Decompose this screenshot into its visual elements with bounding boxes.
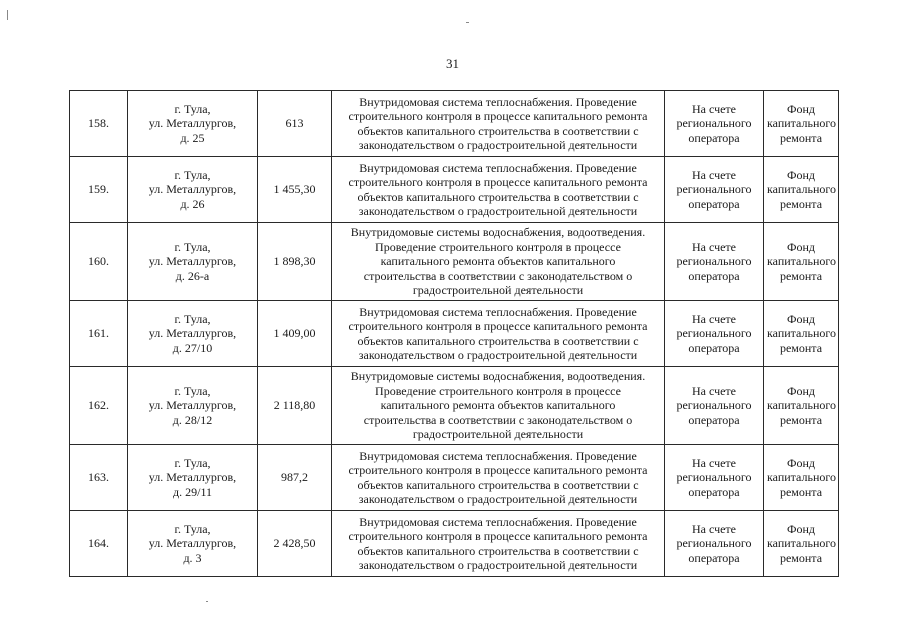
fund-line: ремонта [779,412,823,427]
table-row [70,511,839,577]
work-description-line: законодательством о градостроительной деятельности [358,492,638,506]
area-cell [258,91,332,157]
work-description-line: строительного контроля в процессе капитального ремонта [348,109,648,123]
area-cell [258,157,332,223]
work-description-cell [332,511,665,577]
address-line: г. Тула, [174,101,211,116]
address-cell [128,157,258,223]
fund-line: Фонд [786,167,815,182]
table-row [70,223,839,301]
fund-line: Фонд [786,455,815,470]
fund-line: Фонд [786,521,815,536]
table-row [70,91,839,157]
account-cell [665,301,764,367]
fund-line: капитального [767,470,836,485]
area-cell [258,445,332,511]
address-line: г. Тула, [174,455,211,470]
account-line: На счете [691,455,736,470]
area-cell [258,223,332,301]
address-line: д. 3 [183,550,202,565]
address-line: ул. Металлургов, [148,398,237,413]
row-number [70,157,128,223]
account-line: оператора [688,550,740,565]
account-cell [665,367,764,445]
fund-cell [764,157,839,223]
account-line: оператора [688,340,740,355]
account-line: регионального [676,536,752,551]
work-description-line: градостроительной деятельности [412,283,584,298]
fund-cell [764,511,839,577]
work-description-line: законодательством о градостроительной деятельности [358,138,638,152]
address-cell [128,91,258,157]
fund-line: ремонта [779,130,823,145]
work-description-line: объектов капитального строительства в соответствии с [357,477,639,492]
work-description-cell [332,157,665,223]
work-description-line: объектов капитального строительства в соответствии с [357,189,639,204]
work-description-line: Проведение строительного контроля в процессе [375,383,621,398]
address-line: г. Тула, [174,239,211,254]
fund-line: капитального [767,536,836,551]
fund-line: Фонд [786,311,815,326]
account-cell [665,223,764,301]
work-description-line: объектов капитального строительства в соответствии с [357,543,639,558]
fund-cell [764,91,839,157]
account-line: оператора [688,484,740,499]
row-number [70,511,128,577]
row-number-line: 163. [88,470,109,485]
fund-cell [764,367,839,445]
account-line: На счете [691,239,736,254]
address-line: д. 26-а [175,268,210,283]
address-line: ул. Металлургов, [148,182,237,197]
fund-line: капитального [767,116,836,131]
fund-line: капитального [767,182,836,197]
fund-line: Фонд [786,383,815,398]
work-description-cell [332,367,665,445]
work-description-line: законодательством о градостроительной деятельности [358,348,638,362]
address-line: г. Тула, [174,311,211,326]
area-line: 1 409,00 [273,326,316,341]
repair-register-table [69,90,839,577]
fund-line: ремонта [779,550,823,565]
account-line: На счете [691,311,736,326]
address-line: ул. Металлургов, [148,254,237,269]
work-description-line: объектов капитального строительства в соответствии с [357,333,639,348]
work-description-cell [332,223,665,301]
work-description-line: строительного контроля в процессе капитального ремонта [348,529,648,543]
address-cell [128,511,258,577]
account-line: регионального [676,398,752,413]
address-line: д. 25 [180,130,205,145]
account-line: регионального [676,254,752,269]
row-number-line: 164. [88,536,109,551]
row-number-line: 160. [88,254,109,269]
work-description-line: строительного контроля в процессе капитального ремонта [348,175,648,189]
account-line: оператора [688,412,740,427]
work-description-line: строительного контроля в процессе капитального ремонта [348,463,648,477]
table-row [70,301,839,367]
address-cell [128,367,258,445]
address-line: ул. Металлургов, [148,536,237,551]
fund-line: Фонд [786,101,815,116]
area-line: 2 428,50 [273,536,316,551]
work-description-line: Проведение строительного контроля в процессе [375,239,621,254]
work-description-cell [332,91,665,157]
work-description-cell [332,445,665,511]
fund-line: капитального [767,254,836,269]
area-cell [258,301,332,367]
work-description-line: капитального ремонта объектов капитального [380,254,616,269]
account-line: оператора [688,268,740,283]
fund-line: ремонта [779,340,823,355]
account-cell [665,445,764,511]
account-line: оператора [688,130,740,145]
account-line: регионального [676,182,752,197]
address-line: г. Тула, [174,383,211,398]
work-description-line: строительства в соответствии с законодательством о [363,268,633,283]
work-description-line: законодательством о градостроительной деятельности [358,558,638,572]
fund-cell [764,445,839,511]
work-description-line: Внутридомовая система теплоснабжения. Проведение [359,514,637,529]
fund-line: капитального [767,398,836,413]
page-number: 31 [446,56,459,71]
address-cell [128,301,258,367]
row-number-line: 159. [88,182,109,197]
work-description-line: градостроительной деятельности [412,427,584,442]
table-row [70,157,839,223]
work-description-line: строительного контроля в процессе капитального ремонта [348,319,648,333]
fund-line: капитального [767,326,836,341]
fund-cell [764,301,839,367]
account-line: регионального [676,116,752,131]
work-description-line: Внутридомовые системы водоснабжения, водоотведения. [350,225,646,240]
address-line: г. Тула, [174,167,211,182]
work-description-line: Внутридомовые системы водоснабжения, водоотведения. [350,369,646,384]
work-description-line: объектов капитального строительства в соответствии с [357,123,639,138]
fund-line: ремонта [779,268,823,283]
row-number-line: 161. [88,326,109,341]
work-description-line: Внутридомовая система теплоснабжения. Проведение [359,304,637,319]
scan-mark [466,22,469,23]
account-line: оператора [688,196,740,211]
fund-cell [764,223,839,301]
work-description-line: Внутридомовая система теплоснабжения. Проведение [359,160,637,175]
address-line: д. 29/11 [173,484,212,499]
address-cell [128,445,258,511]
address-line: г. Тула, [174,521,211,536]
area-line: 1 898,30 [273,254,316,269]
area-line: 987,2 [281,470,308,485]
area-line: 2 118,80 [273,398,316,413]
row-number [70,301,128,367]
area-cell [258,511,332,577]
address-cell [128,223,258,301]
row-number [70,445,128,511]
work-description-line: строительства в соответствии с законодательством о [363,412,633,427]
address-line: д. 27/10 [172,340,213,355]
account-line: регионального [676,326,752,341]
account-line: На счете [691,101,736,116]
work-description-line: Внутридомовая система теплоснабжения. Проведение [359,448,637,463]
fund-line: Фонд [786,239,815,254]
work-description-line: капитального ремонта объектов капитального [380,398,616,413]
account-cell [665,511,764,577]
fund-line: ремонта [779,484,823,499]
account-line: На счете [691,521,736,536]
account-line: регионального [676,470,752,485]
work-description-cell [332,301,665,367]
row-number [70,91,128,157]
row-number-line: 162. [88,398,109,413]
table-row [70,445,839,511]
address-line: ул. Металлургов, [148,326,237,341]
row-number [70,367,128,445]
work-description-line: законодательством о градостроительной деятельности [358,204,638,218]
table-body [70,91,839,577]
area-line: 613 [285,116,304,131]
address-line: ул. Металлургов, [148,470,237,485]
address-line: ул. Металлургов, [148,116,237,131]
fund-line: ремонта [779,196,823,211]
area-line: 1 455,30 [273,182,316,197]
account-cell [665,91,764,157]
account-line: На счете [691,167,736,182]
scan-mark [206,601,208,602]
table-row [70,367,839,445]
address-line: д. 26 [180,196,205,211]
account-cell [665,157,764,223]
area-cell [258,367,332,445]
work-description-line: Внутридомовая система теплоснабжения. Проведение [359,94,637,109]
row-number [70,223,128,301]
row-number-line: 158. [88,116,109,131]
scan-mark [7,10,8,20]
address-line: д. 28/12 [172,412,213,427]
account-line: На счете [691,383,736,398]
